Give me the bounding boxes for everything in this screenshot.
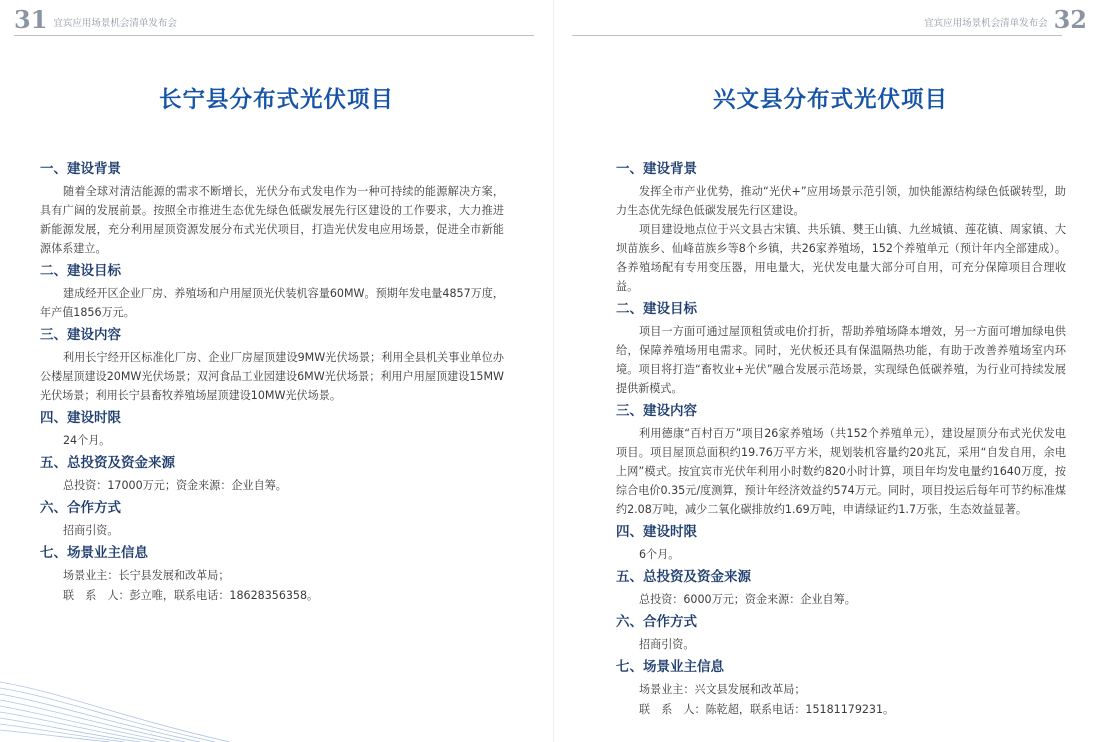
section-paragraph: 招商引资。 — [63, 524, 119, 537]
right-page — [554, 0, 1107, 742]
section-paragraph: 随着全球对清洁能源的需求不断增长，光伏分布式发电作为一种可持续的能源解决方案，具有广阔的发展前景。按照全市推进生态优先绿色低碳发展先行区建设的工作要求，大力推进新能源发展，充分利用屋顶资源发展分布式光伏项目，打造光伏发电应用场景，促进全市新能源体系建立。 — [40, 185, 504, 255]
header-title: 宜宾应用场景机会清单发布会 — [53, 18, 177, 29]
contact-line: 联 系 人：陈乾超，联系电话：15181179231。 — [639, 703, 895, 716]
contact-line: 联 系 人：彭立唯，联系电话：18628356358。 — [63, 589, 319, 602]
section-paragraph: 建成经开区企业厂房、养殖场和户用屋顶光伏装机容量60MW。预期年发电量4857万度，年产值1856万元。 — [40, 287, 504, 319]
page-title: 兴文县分布式光伏项目 — [712, 87, 948, 113]
section-paragraph: 项目一方面可通过屋顶租赁或电价打折，帮助养殖场降本增效，另一方面可增加绿电供给，保障养殖场用电需求。同时，光伏板还具有保温隔热功能，有助于改善养殖场室内环境。项目将打造“畜牧业+光伏”融合发展示范场景，实现绿色低碳养殖，为行业可持续发展提供新模式。 — [616, 325, 1066, 395]
section-paragraph: 招商引资。 — [639, 638, 695, 651]
section-paragraph: 利用长宁经开区标准化厂房、企业厂房屋顶建设9MW光伏场景；利用全县机关事业单位办公楼屋顶建设20MW光伏场景；双河食品工业园建设6MW光伏场景；利用户用屋顶建设15MW光伏场景；利用长宁县畜牧养殖场屋顶建设10MW光伏场景。 — [40, 351, 504, 402]
section-paragraph: 项目建设地点位于兴文县古宋镇、共乐镇、僰王山镇、九丝城镇、莲花镇、周家镇、大坝苗族乡、仙峰苗族乡等8个乡镇，共26家养殖场，152个养殖单元（预计年内全部建成）。各养殖场配有专用变压器，用电量大，光伏发电量大部分可自用，可充分保障项目合理收益。 — [616, 223, 1066, 293]
section-paragraph: 总投资：6000万元；资金来源：企业自筹。 — [639, 593, 856, 606]
page-number: 31 — [14, 5, 48, 34]
header-rule — [14, 35, 534, 36]
page-title: 长宁县分布式光伏项目 — [158, 87, 394, 113]
section-heading: 六、合作方式 — [40, 500, 121, 516]
section-heading: 二、建设目标 — [40, 263, 121, 279]
header-title: 宜宾应用场景机会清单发布会 — [924, 18, 1048, 29]
section-heading: 五、总投资及资金来源 — [616, 569, 751, 585]
decorative-wave — [0, 662, 250, 742]
section-heading: 一、建设背景 — [40, 161, 121, 177]
section-paragraph: 总投资：17000万元；资金来源：企业自筹。 — [63, 479, 287, 492]
section-heading: 六、合作方式 — [616, 614, 697, 630]
section-heading: 四、建设时限 — [40, 410, 121, 426]
section-heading: 七、场景业主信息 — [616, 659, 724, 675]
section-heading: 一、建设背景 — [616, 161, 697, 177]
section-heading: 四、建设时限 — [616, 524, 697, 540]
page-header — [924, 6, 1087, 32]
left-content — [40, 159, 504, 606]
section-heading: 五、总投资及资金来源 — [40, 455, 175, 471]
header-rule — [572, 35, 1062, 36]
section-heading: 七、场景业主信息 — [40, 545, 148, 561]
section-paragraph: 6个月。 — [639, 548, 680, 561]
page-header — [14, 6, 177, 32]
section-paragraph: 24个月。 — [63, 434, 111, 447]
owner-line: 场景业主：长宁县发展和改革局； — [63, 569, 230, 582]
section-heading: 二、建设目标 — [616, 301, 697, 317]
owner-line: 场景业主：兴文县发展和改革局； — [639, 683, 806, 696]
left-page — [0, 0, 553, 742]
section-heading: 三、建设内容 — [616, 403, 697, 419]
page-number: 32 — [1053, 5, 1087, 34]
section-heading: 三、建设内容 — [40, 327, 121, 343]
right-content — [616, 159, 1066, 720]
section-paragraph: 发挥全市产业优势，推动“光伏+”应用场景示范引领，加快能源结构绿色低碳转型，助力生态优先绿色低碳发展先行区建设。 — [616, 185, 1066, 217]
section-paragraph: 利用德康“百村百万”项目26家养殖场（共152个养殖单元），建设屋顶分布式光伏发电项目。项目屋顶总面积约19.76万平方米，规划装机容量约20兆瓦，采用“自发自用，余电上网”模式。按宜宾市光伏年利用小时数约820小时计算，项目年均发电量约1640万度，按综合电价0.35元/度测算，预计年经济效益约574万元。同时，项目投运后每年可节约标准煤约2.08万吨，减少二氧化碳排放约1.69万吨，申请绿证约1.7万张，生态效益显著。 — [616, 427, 1066, 516]
